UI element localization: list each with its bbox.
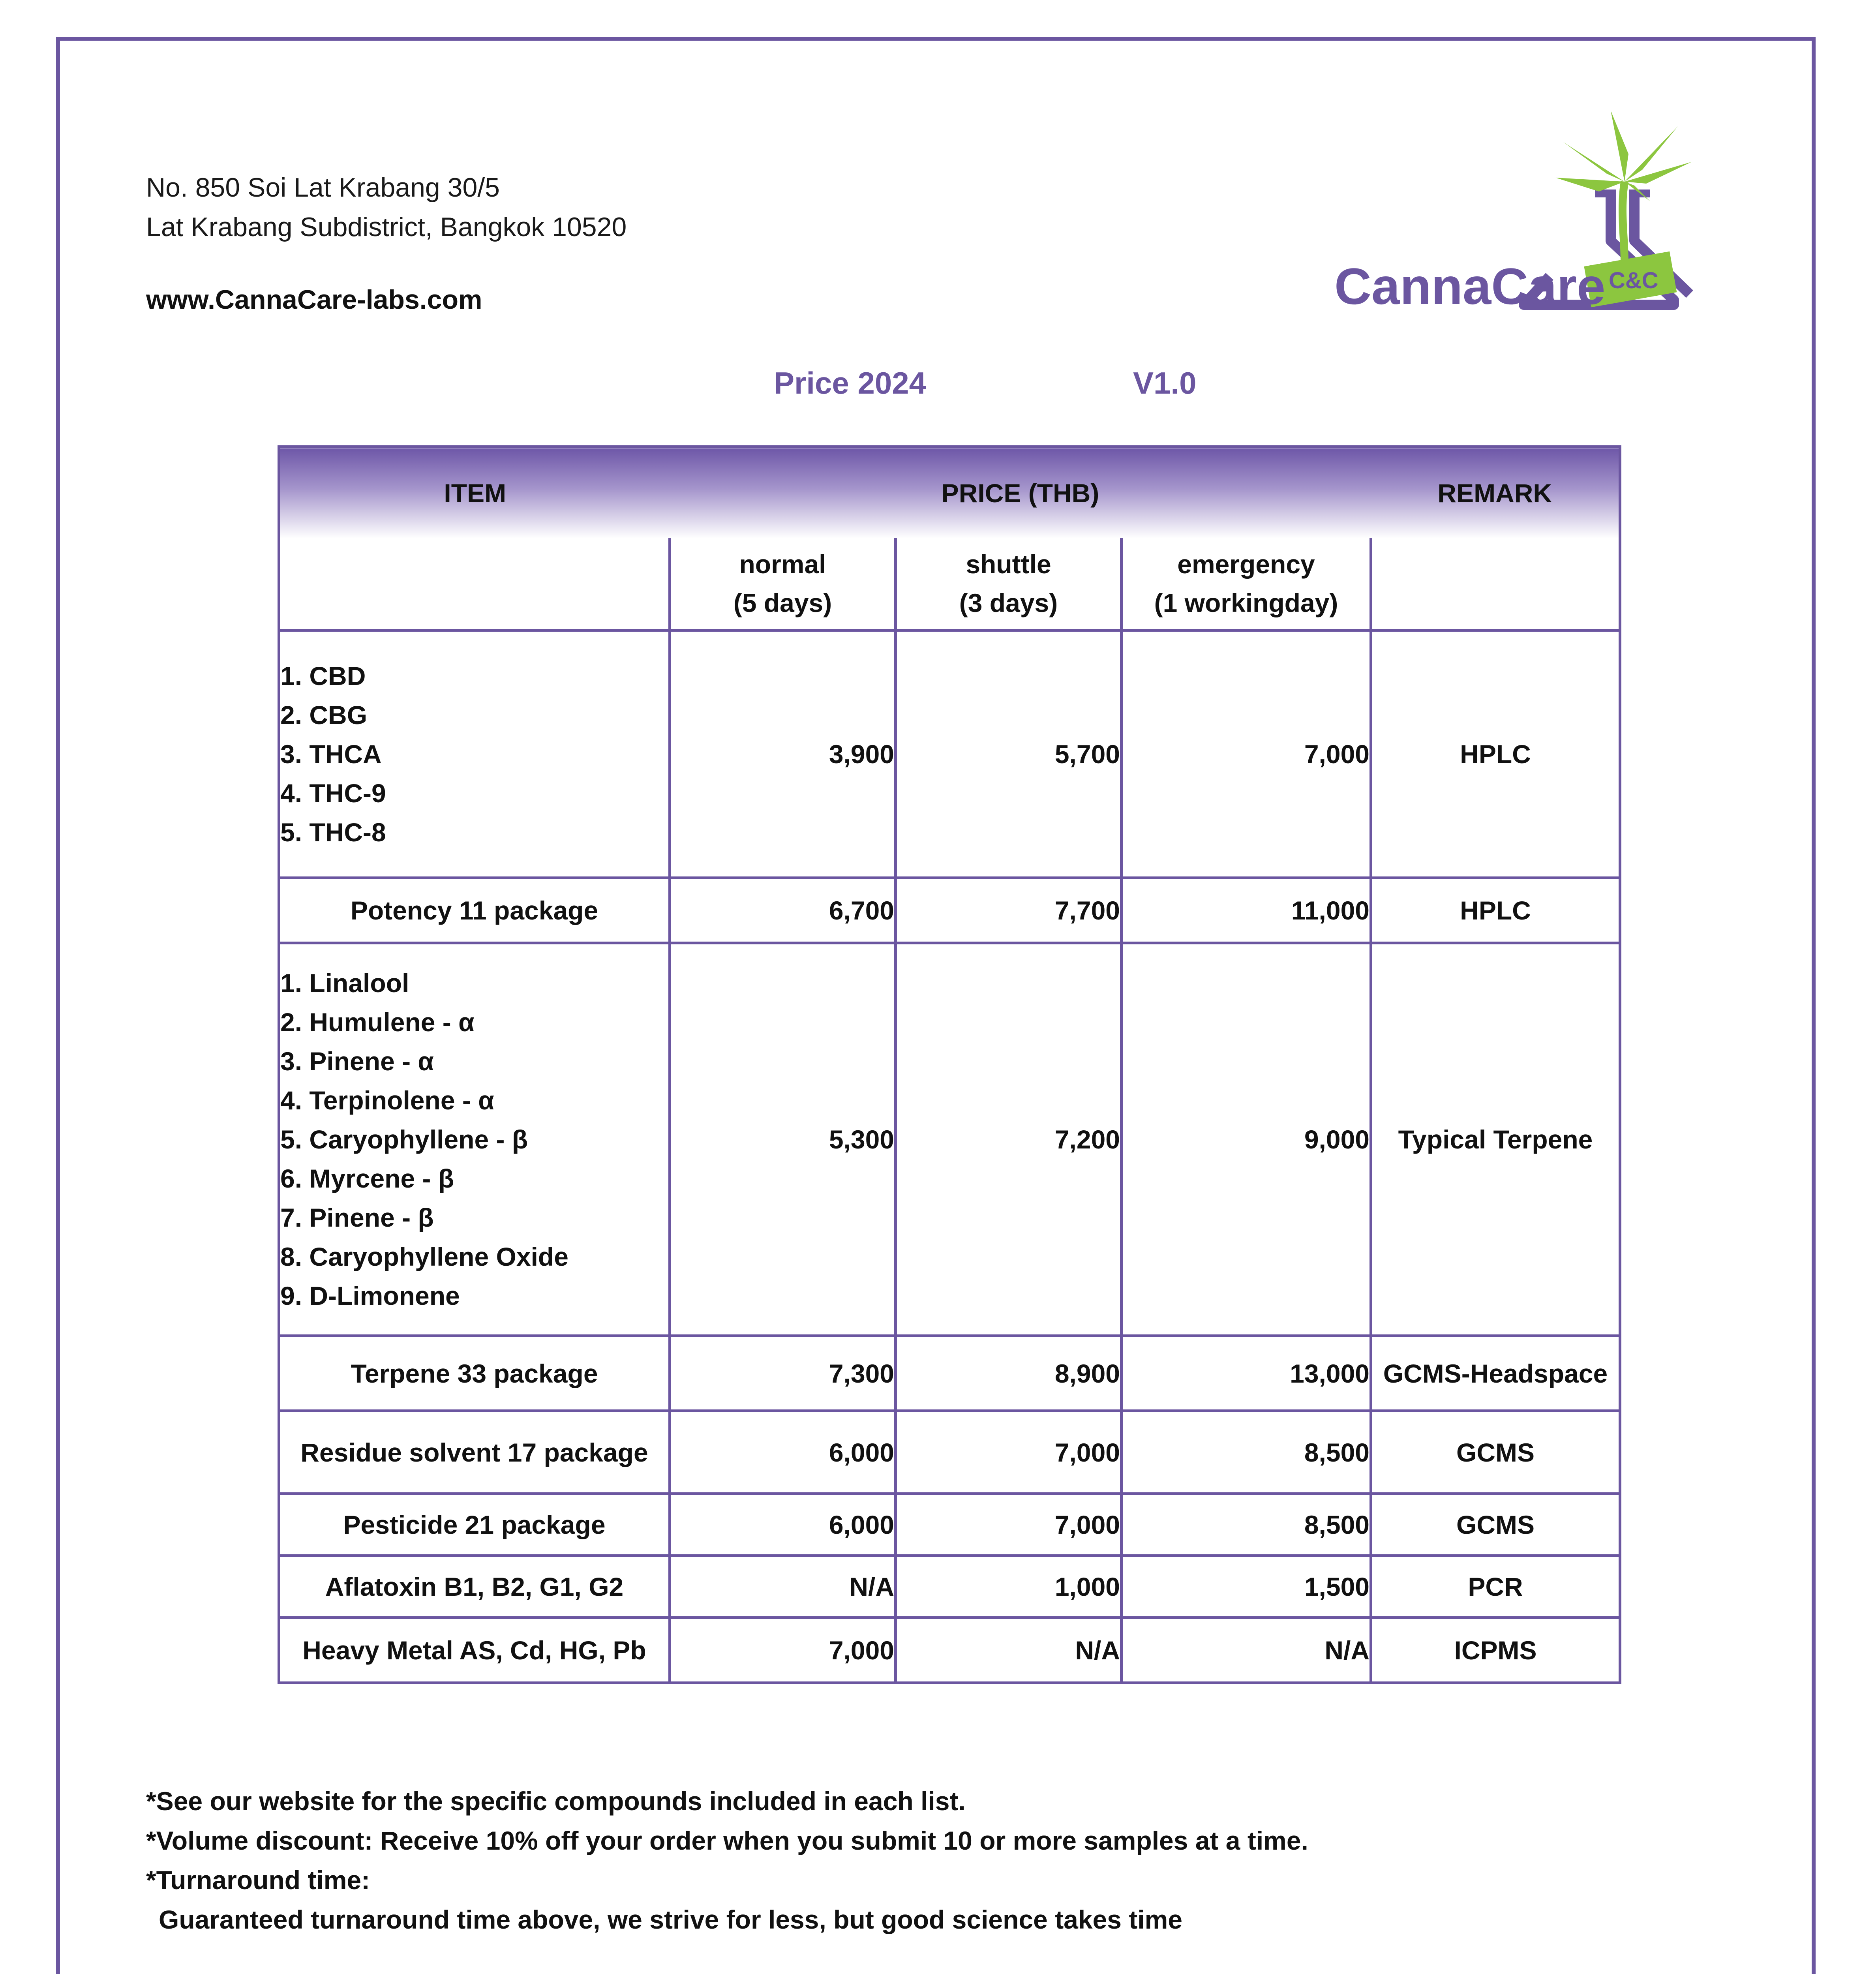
note-turnaround-detail: Guaranteed turnaround time above, we strive for less, but good science takes time bbox=[159, 1905, 1183, 1934]
remark: HPLC bbox=[1371, 630, 1620, 878]
list-item: 1. Linalool bbox=[280, 968, 409, 998]
price-emergency: 1,500 bbox=[1122, 1556, 1371, 1618]
price-emergency: 8,500 bbox=[1122, 1494, 1371, 1556]
item-name: Heavy Metal AS, Cd, HG, Pb bbox=[279, 1618, 670, 1683]
subheader-blank bbox=[279, 538, 670, 630]
price-normal: 7,000 bbox=[670, 1618, 896, 1683]
list-item: 8. Caryophyllene Oxide bbox=[280, 1242, 568, 1271]
table-header-row bbox=[279, 447, 1620, 539]
price-shuttle: 7,000 bbox=[896, 1411, 1122, 1494]
address-line-1: No. 850 Soi Lat Krabang 30/5 bbox=[146, 173, 500, 203]
item-list bbox=[279, 943, 670, 1336]
header-price: PRICE (THB) bbox=[670, 447, 1371, 539]
table-row bbox=[279, 943, 1620, 1336]
price-emergency: 7,000 bbox=[1122, 630, 1371, 878]
list-item: 2. CBG bbox=[280, 700, 368, 730]
normal-days: (5 days) bbox=[733, 588, 832, 617]
price-normal: 6,000 bbox=[670, 1411, 896, 1494]
note-turnaround-title: *Turnaround time: bbox=[146, 1865, 370, 1895]
table-row bbox=[279, 1411, 1620, 1494]
header-remark: REMARK bbox=[1371, 447, 1620, 539]
subheader-emergency bbox=[1122, 538, 1371, 630]
remark: PCR bbox=[1371, 1556, 1620, 1618]
shuttle-label: shuttle bbox=[966, 550, 1051, 579]
item-list bbox=[279, 630, 670, 878]
note-website: *See our website for the specific compounds included in each list. bbox=[146, 1786, 966, 1816]
list-item: 9. D-Limonene bbox=[280, 1281, 460, 1310]
lab-address bbox=[146, 168, 627, 247]
price-title: Price 2024 bbox=[774, 366, 927, 400]
remark: HPLC bbox=[1371, 878, 1620, 943]
logo-wordmark: CannaCare bbox=[1334, 257, 1606, 315]
price-normal: 3,900 bbox=[670, 630, 896, 878]
remark: GCMS bbox=[1371, 1411, 1620, 1494]
price-normal: 7,300 bbox=[670, 1336, 896, 1411]
price-normal: 6,700 bbox=[670, 878, 896, 943]
shuttle-days: (3 days) bbox=[959, 588, 1058, 617]
table-row bbox=[279, 878, 1620, 943]
price-emergency: 13,000 bbox=[1122, 1336, 1371, 1411]
price-emergency: 8,500 bbox=[1122, 1411, 1371, 1494]
table-row bbox=[279, 630, 1620, 878]
remark: ICPMS bbox=[1371, 1618, 1620, 1683]
price-shuttle: 7,700 bbox=[896, 878, 1122, 943]
price-emergency: N/A bbox=[1122, 1618, 1371, 1683]
item-name: Terpene 33 package bbox=[279, 1336, 670, 1411]
price-normal: 5,300 bbox=[670, 943, 896, 1336]
subheader-blank-remark bbox=[1371, 538, 1620, 630]
cannacare-logo bbox=[1334, 103, 1705, 324]
header-item: ITEM bbox=[279, 447, 670, 539]
remark: Typical Terpene bbox=[1371, 943, 1620, 1336]
emergency-label: emergency bbox=[1177, 550, 1315, 579]
list-item: 5. Caryophyllene - β bbox=[280, 1124, 528, 1154]
price-shuttle: 8,900 bbox=[896, 1336, 1122, 1411]
item-name: Potency 11 package bbox=[279, 878, 670, 943]
table-row bbox=[279, 1618, 1620, 1683]
website-link[interactable]: www.CannaCare-labs.com bbox=[146, 285, 482, 315]
price-shuttle: 7,200 bbox=[896, 943, 1122, 1336]
price-shuttle: 5,700 bbox=[896, 630, 1122, 878]
price-shuttle: 1,000 bbox=[896, 1556, 1122, 1618]
table-row bbox=[279, 1556, 1620, 1618]
table-row bbox=[279, 1336, 1620, 1411]
version-label: V1.0 bbox=[1133, 366, 1197, 400]
list-item: 1. CBD bbox=[280, 661, 366, 691]
list-item: 5. THC-8 bbox=[280, 817, 386, 847]
item-name: Aflatoxin B1, B2, G1, G2 bbox=[279, 1556, 670, 1618]
logo-badge-text: C&C bbox=[1609, 268, 1658, 293]
table-row bbox=[279, 1494, 1620, 1556]
remark: GCMS-Headspace bbox=[1371, 1336, 1620, 1411]
subheader-shuttle bbox=[896, 538, 1122, 630]
address-line-2: Lat Krabang Subdistrict, Bangkok 10520 bbox=[146, 212, 627, 242]
list-item: 2. Humulene - α bbox=[280, 1007, 475, 1037]
price-emergency: 9,000 bbox=[1122, 943, 1371, 1336]
normal-label: normal bbox=[739, 550, 826, 579]
item-name: Pesticide 21 package bbox=[279, 1494, 670, 1556]
table-subheader-row bbox=[279, 538, 1620, 630]
price-normal: 6,000 bbox=[670, 1494, 896, 1556]
list-item: 4. Terpinolene - α bbox=[280, 1085, 494, 1115]
list-item: 4. THC-9 bbox=[280, 778, 386, 808]
list-item: 7. Pinene - β bbox=[280, 1203, 434, 1232]
note-volume-discount: *Volume discount: Receive 10% off your order when you submit 10 or more samples at a time. bbox=[146, 1826, 1308, 1855]
price-shuttle: 7,000 bbox=[896, 1494, 1122, 1556]
footnotes bbox=[146, 1781, 1308, 1939]
price-normal: N/A bbox=[670, 1556, 896, 1618]
subheader-normal bbox=[670, 538, 896, 630]
list-item: 6. Myrcene - β bbox=[280, 1163, 454, 1193]
remark: GCMS bbox=[1371, 1494, 1620, 1556]
emergency-days: (1 workingday) bbox=[1154, 588, 1338, 617]
item-name: Residue solvent 17 package bbox=[279, 1411, 670, 1494]
list-item: 3. THCA bbox=[280, 739, 382, 769]
price-shuttle: N/A bbox=[896, 1618, 1122, 1683]
price-emergency: 11,000 bbox=[1122, 878, 1371, 943]
list-item: 3. Pinene - α bbox=[280, 1046, 434, 1076]
price-table bbox=[278, 445, 1621, 1684]
